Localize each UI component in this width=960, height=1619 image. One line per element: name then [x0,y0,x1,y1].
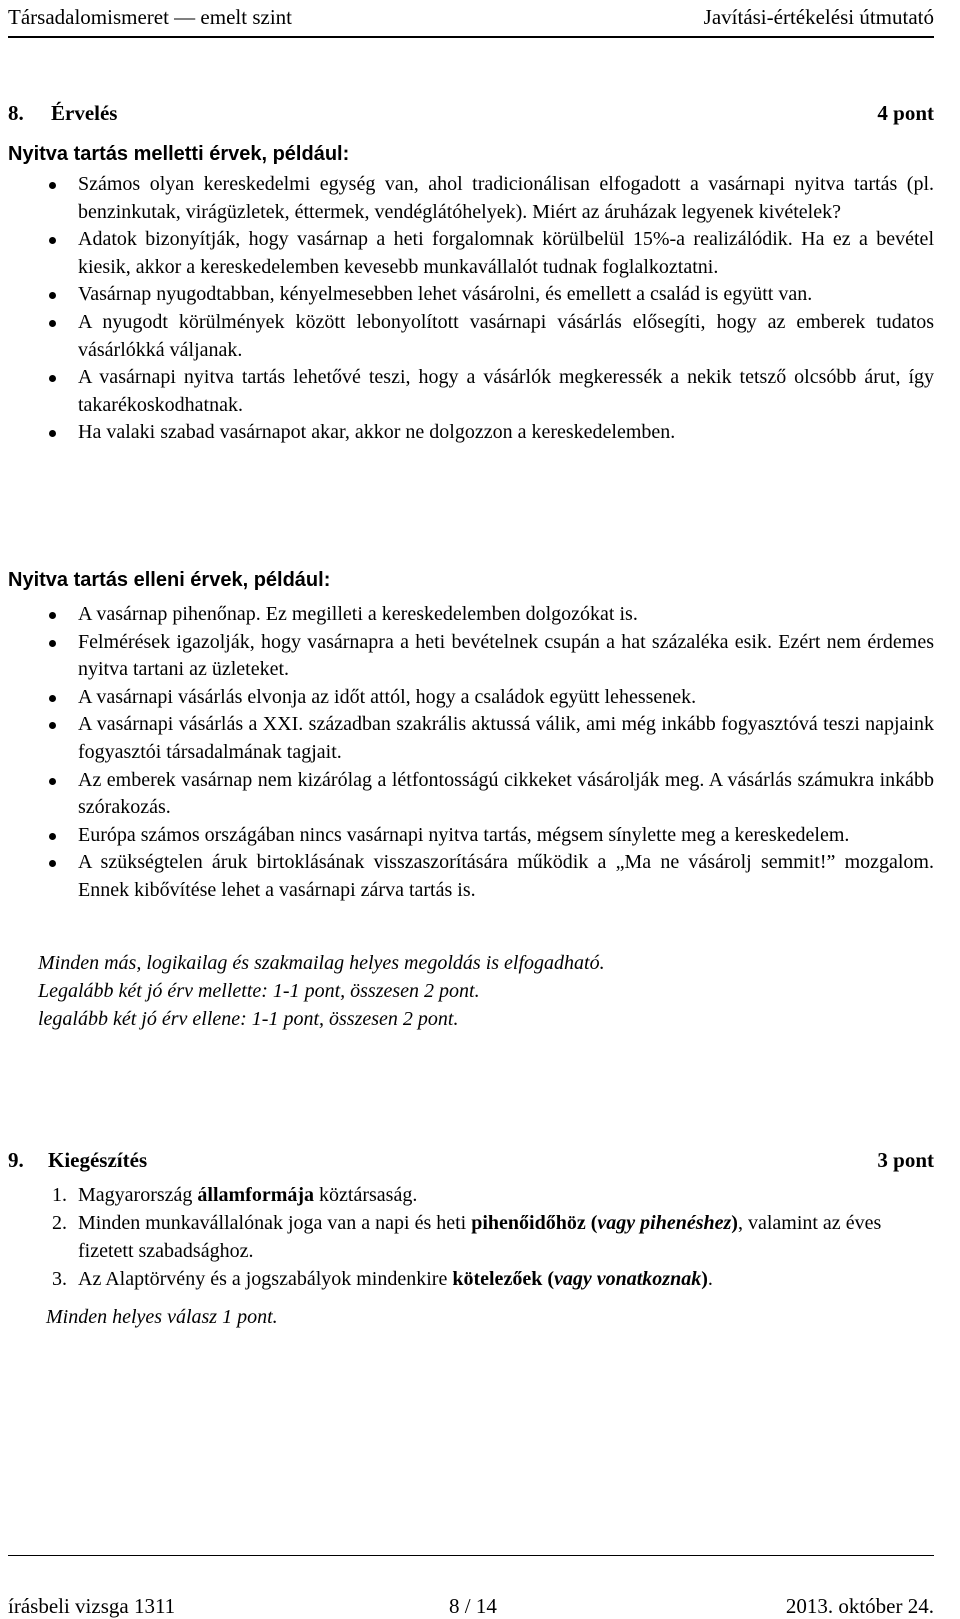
scoring-note: Minden más, logikailag és szakmailag helyes megoldás is elfogadható. [38,952,605,974]
list-item: A nyugodt körülmények között lebonyolított vasárnapi vásárlás elősegíti, hogy az emberek tudatos vásárlókká váljanak. [8,309,934,364]
answer-paren: ( [542,1268,554,1290]
scoring-note: legalább két jó érv ellene: 1-1 pont, összesen 2 pont. [38,1008,459,1030]
list-item: Adatok bizonyítják, hogy vasárnap a heti forgalomnak körülbelül 15%-a realizálódik. Ha ez a bevétel kiesik, akkor a kereskedelemben kevesebb munkavállalót tudnak foglalkoztatni. [8,226,934,281]
answer-number: 2. [52,1212,67,1234]
exam-date: 2013. október 24. [785,1594,934,1618]
page-footer [8,1555,934,1618]
page-header [8,2,934,38]
list-item: Felmérések igazolják, hogy vasárnapra a heti bevételnek csupán a hat százaléka esik. Ezért nem érdemes nyitva tartani az üzleteket. [8,629,934,684]
pro-heading: Nyitva tartás melletti érvek, például: [8,143,350,165]
pro-arguments-list [8,171,934,447]
answer-item [8,1265,934,1293]
page-number: 8 / 14 [449,1594,497,1618]
list-item: A szükségtelen áruk birtoklásának visszaszorítására működik a „Ma ne vásárolj semmit!” mozgalom. Ennek kibővítése lehet a vasárnapi zárva tartás is. [8,849,934,904]
con-arguments-list [8,601,934,905]
answer-paren: ) [731,1212,738,1234]
con-heading: Nyitva tartás elleni érvek, például: [8,569,331,591]
answer-text: , valamint az éves fizetett szabadsághoz. [78,1212,882,1262]
answer-alternative: vagy pihenéshez [597,1212,732,1234]
answer-alternative: vagy vonatkoznak [554,1268,702,1290]
exam-id: írásbeli vizsga 1311 [8,1594,176,1618]
answer-number: 3. [52,1268,67,1290]
section-points: 3 pont [877,1148,934,1172]
answer-text: Magyarország [78,1184,198,1206]
list-item: A vasárnapi vásárlás a XXI. században szakrális aktussá válik, ami még inkább fogyasztóvá teszi napjaink fogyasztói társadalmának tagjait. [8,711,934,766]
answer-keyword: kötelezőek [452,1268,543,1290]
header-guide-title: Javítási-értékelési útmutató [703,5,934,29]
answer-paren: ( [585,1212,598,1234]
section-number: 8. [8,101,24,125]
answer-text: köztársaság. [314,1184,418,1206]
header-subject: Társadalomismeret — emelt szint [8,5,292,29]
list-item: A vasárnapi nyitva tartás lehetővé teszi, hogy a vásárlók megkeressék a nekik tetsző olcsóbb árut, így takarékoskodhatnak. [8,364,934,419]
answer-text: Az Alaptörvény és a jogszabályok mindenkire [78,1268,453,1290]
answer-item [8,1181,934,1209]
scoring-note: Legalább két jó érv mellette: 1-1 pont, összesen 2 pont. [38,980,480,1002]
scoring-notes [38,949,605,1033]
section-points: 4 pont [877,101,934,125]
list-item: Számos olyan kereskedelmi egység van, ahol tradicionálisan elfogadott a vasárnapi nyitva tartás (pl. benzinkutak, virágüzletek, éttermek, vendéglátóhelyek). Miért az áruházak legyenek kivételek? [8,171,934,226]
section-name: Kiegészítés [48,1148,148,1172]
list-item: Vasárnap nyugodtabban, kényelmesebben lehet vásárolni, és emellett a család is együtt van. [8,281,934,309]
answer-text: Minden munkavállalónak joga van a napi és heti [78,1212,472,1234]
answer-paren: ) [701,1268,708,1290]
list-item: A vasárnap pihenőnap. Ez megilleti a kereskedelemben dolgozókat is. [8,601,934,629]
list-item: Európa számos országában nincs vasárnapi nyitva tartás, mégsem sínylette meg a kereskedelem. [8,822,934,850]
section-number: 9. [8,1148,24,1172]
answer-keyword: pihenőidőhöz [471,1212,586,1234]
answer-text: . [707,1268,713,1290]
section-name: Érvelés [51,101,118,125]
answer-number: 1. [52,1184,67,1206]
answer-item [8,1209,934,1265]
list-item: Ha valaki szabad vasárnapot akar, akkor ne dolgozzon a kereskedelemben. [8,419,934,447]
scoring-note-9: Minden helyes válasz 1 pont. [46,1306,278,1328]
answers-list [8,1181,934,1293]
list-item: Az emberek vasárnap nem kizárólag a létfontosságú cikkeket vásárolják meg. A vásárlás számukra inkább szórakozás. [8,767,934,822]
list-item: A vasárnapi vásárlás elvonja az időt attól, hogy a családok együtt lehessenek. [8,684,934,712]
answer-keyword: államformája [197,1184,315,1206]
